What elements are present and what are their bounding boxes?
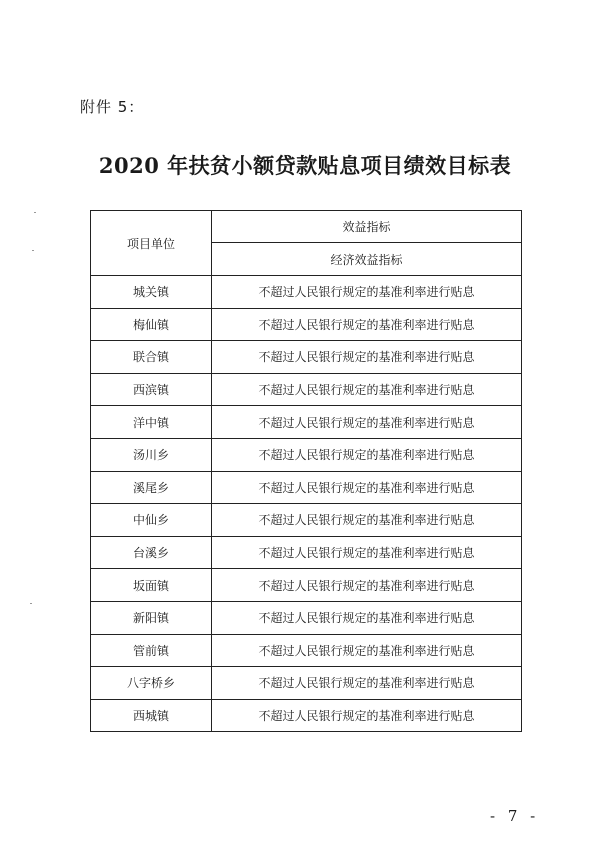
table-row [91,667,522,700]
table-row [91,438,522,471]
target-table [90,210,522,732]
indicator-value-cell: 不超过人民银行规定的基准利率进行贴息 [212,438,522,471]
indicator-value-cell: 不超过人民银行规定的基准利率进行贴息 [212,373,522,406]
attachment-label: 附件 5： [80,98,145,116]
indicator-value-cell: 不超过人民银行规定的基准利率进行贴息 [212,667,522,700]
table-row [91,634,522,667]
table-row [91,341,522,374]
unit-cell: 新阳镇 [91,601,212,634]
unit-cell: 汤川乡 [91,438,212,471]
table-row [91,276,522,309]
unit-cell: 洋中镇 [91,406,212,439]
unit-cell: 城关镇 [91,276,212,309]
table-row [91,699,522,732]
table-row [91,536,522,569]
indicator-value-cell: 不超过人民银行规定的基准利率进行贴息 [212,601,522,634]
page-number: - 7 - [490,807,540,825]
indicator-value-cell: 不超过人民银行规定的基准利率进行贴息 [212,406,522,439]
scan-mark [30,603,32,604]
header-indicator: 效益指标 [212,211,522,243]
table-row [91,308,522,341]
unit-cell: 坂面镇 [91,569,212,602]
indicator-value-cell: 不超过人民银行规定的基准利率进行贴息 [212,341,522,374]
header-sub-indicator: 经济效益指标 [212,243,522,276]
unit-cell: 八字桥乡 [91,667,212,700]
unit-cell: 西城镇 [91,699,212,732]
performance-table [90,210,522,732]
table-row [91,406,522,439]
table-row [91,504,522,537]
unit-cell: 联合镇 [91,341,212,374]
indicator-value-cell: 不超过人民银行规定的基准利率进行贴息 [212,308,522,341]
indicator-value-cell: 不超过人民银行规定的基准利率进行贴息 [212,634,522,667]
indicator-value-cell: 不超过人民银行规定的基准利率进行贴息 [212,276,522,309]
indicator-value-cell: 不超过人民银行规定的基准利率进行贴息 [212,699,522,732]
unit-cell: 中仙乡 [91,504,212,537]
unit-cell: 管前镇 [91,634,212,667]
table-body [91,211,522,732]
indicator-value-cell: 不超过人民银行规定的基准利率进行贴息 [212,504,522,537]
scan-mark [32,250,34,251]
unit-cell: 梅仙镇 [91,308,212,341]
header-unit: 项目单位 [91,211,212,276]
document-title: 2020 年扶贫小额贷款贴息项目绩效目标表 [98,153,512,178]
indicator-value-cell: 不超过人民银行规定的基准利率进行贴息 [212,536,522,569]
indicator-value-cell: 不超过人民银行规定的基准利率进行贴息 [212,471,522,504]
table-row [91,373,522,406]
indicator-value-cell: 不超过人民银行规定的基准利率进行贴息 [212,569,522,602]
unit-cell: 台溪乡 [91,536,212,569]
table-row [91,569,522,602]
table-row [91,471,522,504]
table-row [91,601,522,634]
scan-mark [34,212,36,213]
unit-cell: 西滨镇 [91,373,212,406]
header-row-1 [91,211,522,243]
unit-cell: 溪尾乡 [91,471,212,504]
